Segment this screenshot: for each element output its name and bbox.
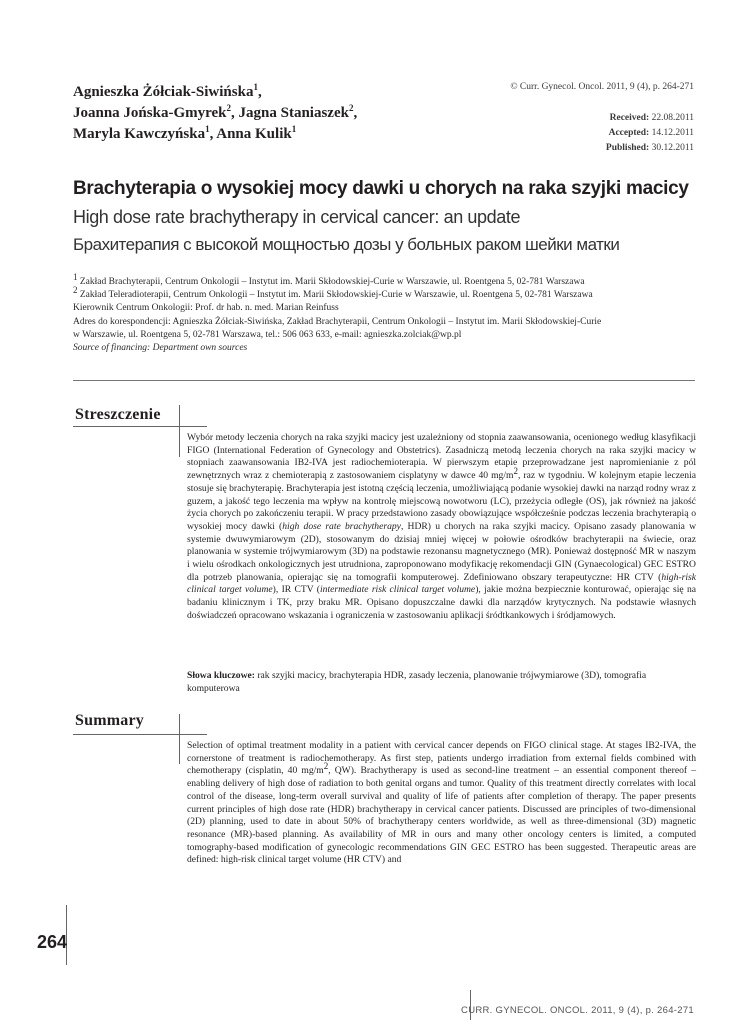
correspondence-line-1: Adres do korespondencji: Agnieszka Żółciak-Siwińska, Zakład Brachyterapii, Centrum Onkologii – Instytut im. Marii Skłodowskiej-Curie [73,316,602,327]
page-number: 264 [37,932,68,952]
title-polish: Brachyterapia o wysokiej mocy dawki u chorych na raka szyjki macicy [73,178,689,199]
streszczenie-bracket-vertical [179,405,180,457]
published-date: Published: 30.12.2011 [605,143,694,153]
author-line-3: Maryla Kawczyńska$^1$, Anna Kulik$^1$ [73,124,297,142]
title-english: High dose rate brachytherapy in cervical cancer: an update [73,207,521,227]
header-divider [73,380,695,381]
affiliation-2: $^2$ Zakład Teleradioterapii, Centrum Onkologii – Instytut im. Marii Skłodowskiej-Curie w Warszawie, ul. Roentgena 5, 02-781 Warszawa [73,285,593,301]
publication-dates [606,111,694,156]
affiliations [73,271,693,355]
author-line-2: Joanna Jońska-Gmyrek$^2$, Jagna Staniaszek$^2$, [73,103,358,121]
summary-text: Selection of optimal treatment modality in a patient with cervical cancer depends on FIGO clinical stage. At stages IB2-IVA, the cornerstone of treatment is radiochemotherapy. As first step, patients undergo irradiation from external fields combined with chemotherapy (cisplatin, 40 $mg/m^2$, QW). Brachytherapy is used as second-line treatment – an essential component thereof – enabling delivery of high dose of radiation to both genital organs and tumor. Quality of this treatment directly correlates with local control of the disease, long-term overall survival and quality of life of patients after completion of therapy. The paper presents current principles of high dose rate (HDR) brachytherapy in cervical cancer patients. Discussed are principles of two-dimensional (2D) planning, used to date in about 50% of brachytherapy centers worldwide, as well as three-dimensional (3D) magnetic resonance (MR)-based planning. As availability of MR in ours and many other oncology centers is limited, a computed tomography-based modification of gynecologic recommendations GIN GEC ESTRO has been suggested. Therapeutic areas are defined: high-risk clinical target volume (HR CTV) and [187,740,696,866]
funding-source: Source of financing: Department own sources [73,343,248,354]
summary-bracket-horizontal [73,734,207,735]
title-russian: Брахитерапия с высокой мощностью дозы у больных раком шейки матки [73,235,620,254]
streszczenie-text: Wybór metody leczenia chorych na raka szyjki macicy jest uzależniony od stopnia zaawansowania, ocenionego według klasyfikacji FIGO (International Federation of Gynecology and Obstetrics). Zasadniczą metodą leczenia chorych na raka szyjki macicy w stopniach zaawansowania IB2-IVA jest radiochemioterapia. W pierwszym etapie przeprowadzane jest napromienianie z pól zewnętrznych wraz z chemioterapią z zastosowaniem cisplatyny w dawce 40 $mg/m^2$, raz w tygodniu. W kolejnym etapie leczenia stosuje się brachyterapię. Brachyterapia jest istotną częścią leczenia, umożliwiającą podanie wysokiej dawki na narząd rodny wraz z guzem, a jakość tego leczenia ma wpływ na kontrolę miejscową nowotworu (LC), przeżycia odległe (OS), jak również na jakość życia chorych po zakończeniu terapii. W pracy przedstawiono zasady obowiązujące współcześnie podczas leczenia brachyterapią o wysokiej mocy dawki (high dose rate brachytherapy, HDR) u chorych na raka szyjki macicy. Opisano zasady planowania w systemie dwuwymiarowym (2D), stosowanym do dzisiaj mniej więcej w połowie ośrodków brachyterapii na świecie, oraz planowania w systemie trójwymiarowym (3D) na podstawie rezonansu magnetycznego (MR). Ponieważ dostępność MR w naszym i wielu ośrodkach onkologicznych jest utrudniona, zaproponowano modyfikację rekomendacji GIN (Gynaecological) GEC ESTRO dla potrzeb planowania, opierając się na tomografii komputerowej. Zdefiniowano obszary terapeutyczne: HR CTV (high-risk clinical target volume), IR CTV (intermediate risk clinical target volume), jakie można bezpiecznie konturować, opierając się na badaniu klinicznym i TK, przy braku MR. Opisano dopuszczalne dawki dla narządów krytycznych. Na podstawie własnych doświadczeń opracowano wskazania i ograniczenia w zastosowaniu aplikacji śródtkankowych i śródjamowych. [187,432,697,621]
received-date: Received: 22.08.2011 [609,113,694,123]
streszczenie-bracket-horizontal [73,426,207,427]
keywords: Słowa kluczowe: rak szyjki macicy, brachyterapia HDR, zasady leczenia, planowanie trójwymiarowe (3D), tomografia komputerowa [187,670,647,694]
author-line-1: Agnieszka Żółciak-Siwińska$^1$, [73,82,262,100]
summary-heading: Summary [75,712,144,729]
author-list [73,82,433,145]
correspondence-line-2: w Warszawie, ul. Roentgena 5, 02-781 Warszawa, tel.: 506 063 633, e-mail: agnieszka.zolciak@wp.pl [73,329,462,340]
summary-bracket-vertical [179,714,180,764]
running-footer: CURR. GYNECOL. ONCOL. 2011, 9 (4), p. 264-271 [461,1005,694,1016]
journal-citation: © Curr. Gynecol. Oncol. 2011, 9 (4), p. 264-271 [510,82,694,92]
affiliation-1: $^1$ Zakład Brachyterapii, Centrum Onkologii – Instytut im. Marii Skłodowskiej-Curie w Warszawie, ul. Roentgena 5, 02-781 Warszawa [73,271,585,287]
accepted-date: Accepted: 14.12.2011 [608,128,694,138]
streszczenie-heading: Streszczenie [75,406,161,423]
center-head: Kierownik Centrum Onkologii: Prof. dr hab. n. med. Marian Reinfuss [73,303,339,314]
